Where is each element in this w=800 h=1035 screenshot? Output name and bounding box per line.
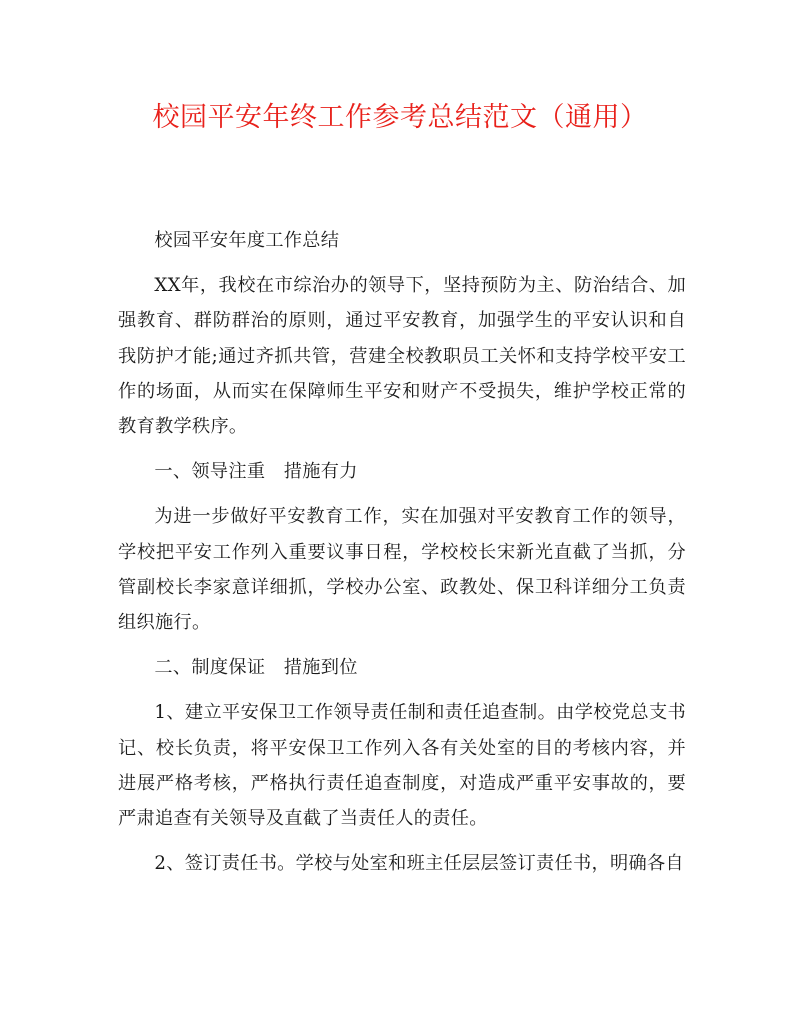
paragraph-responsibility-letter: 2、签订责任书。学校与处室和班主任层层签订责任书，明确各自 (154, 853, 684, 875)
paragraph-intro: XX年，我校在市综治办的领导下，坚持预防为主、防治结合、加强教育、群防群治的原则，通过平安教育，加强学生的平安认识和自我防护才能;通过齐抓共管，营建全校教职员工关怀和支持学校平安工作的场面，从而实在保障师生平安和财产不受损失，维护学校正常的教育教学秩序。 (118, 275, 686, 438)
section-heading-leadership: 一、领导注重 措施有力 (154, 461, 358, 483)
document-title: 校园平安年终工作参考总结范文（通用） (152, 102, 648, 133)
section-heading-system: 二、制度保证 措施到位 (154, 657, 358, 679)
section-heading-summary: 校园平安年度工作总结 (154, 230, 340, 251)
document-body (118, 223, 686, 881)
paragraph-leadership: 为进一步做好平安教育工作，实在加强对平安教育工作的领导，学校把平安工作列入重要议事日程，学校校长宋新光直截了当抓，分管副校长李家意详细抓，学校办公室、政教处、保卫科详细分工负责组织施行。 (118, 506, 686, 634)
paragraph-responsibility-system: 1、建立平安保卫工作领导责任制和责任追查制。由学校党总支书记、校长负责，将平安保卫工作列入各有关处室的目的考核内容，并进展严格考核，严格执行责任追查制度，对造成严重平安事故的，要严肃追查有关领导及直截了当责任人的责任。 (118, 702, 686, 830)
